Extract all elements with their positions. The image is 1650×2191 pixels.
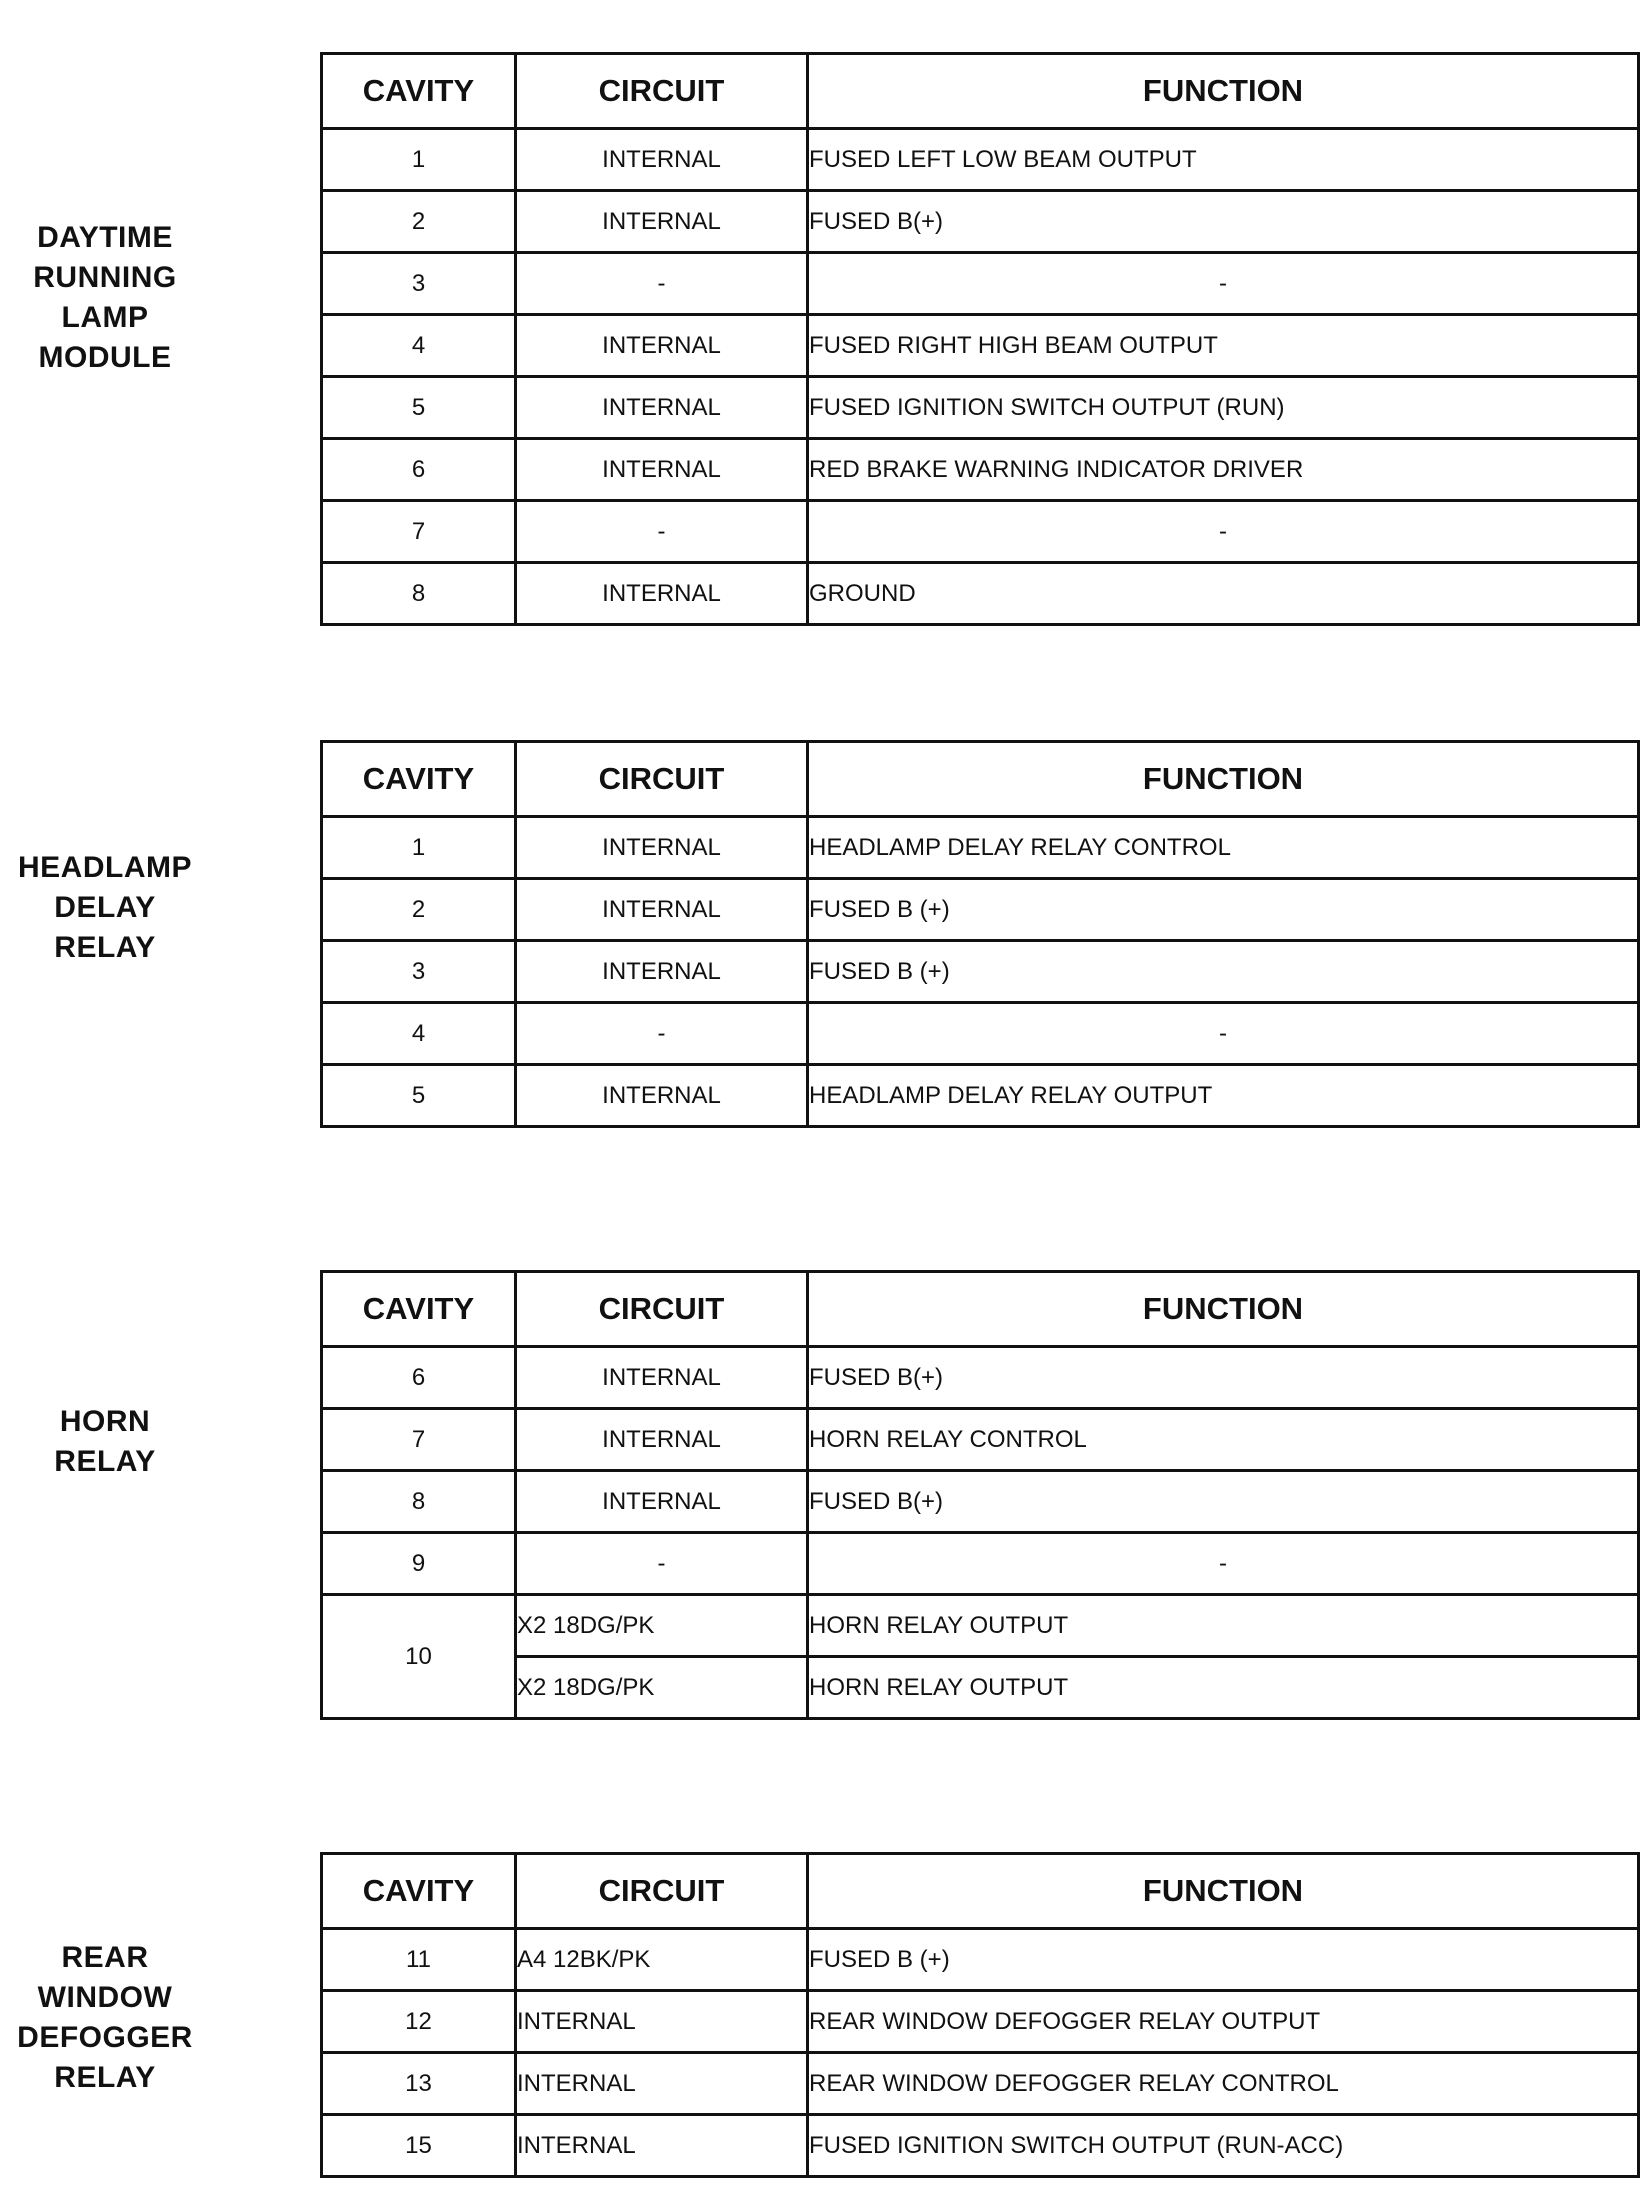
cavity-cell: 7 — [322, 1409, 516, 1471]
cavity-cell: 3 — [322, 941, 516, 1003]
label-line: RELAY — [54, 931, 156, 964]
cavity-table — [320, 1852, 1640, 2178]
circuit-cell: INTERNAL — [516, 439, 808, 501]
table-row — [322, 1347, 1639, 1409]
table-row — [322, 315, 1639, 377]
table-header-row — [322, 742, 1639, 817]
table-row — [322, 1533, 1639, 1595]
circuit-cell: INTERNAL — [516, 817, 808, 879]
circuit-cell: INTERNAL — [516, 191, 808, 253]
table-row — [322, 2053, 1639, 2115]
table-row — [322, 879, 1639, 941]
table-row — [322, 501, 1639, 563]
circuit-cell: - — [516, 253, 808, 315]
table-row — [322, 1003, 1639, 1065]
function-cell: FUSED B(+) — [808, 191, 1639, 253]
circuit-cell: INTERNAL — [516, 879, 808, 941]
function-cell: HEADLAMP DELAY RELAY CONTROL — [808, 817, 1639, 879]
section-label — [0, 848, 210, 968]
function-cell: FUSED IGNITION SWITCH OUTPUT (RUN) — [808, 377, 1639, 439]
circuit-cell: INTERNAL — [516, 941, 808, 1003]
circuit-cell: A4 12BK/PK — [516, 1929, 808, 1991]
header-function: FUNCTION — [808, 1272, 1639, 1347]
label-line: REAR — [61, 1941, 149, 1974]
cavity-cell: 4 — [322, 1003, 516, 1065]
section-label — [0, 218, 210, 378]
label-line: HORN — [59, 1405, 151, 1438]
cavity-cell: 11 — [322, 1929, 516, 1991]
label-line: DEFOGGER — [17, 2021, 193, 2054]
table-header-row — [322, 54, 1639, 129]
circuit-cell: INTERNAL — [516, 1347, 808, 1409]
cavity-cell: 9 — [322, 1533, 516, 1595]
cavity-cell: 2 — [322, 879, 516, 941]
section-label — [0, 1402, 210, 1482]
cavity-cell: 12 — [322, 1991, 516, 2053]
function-cell: HORN RELAY OUTPUT — [808, 1595, 1639, 1657]
function-cell: FUSED IGNITION SWITCH OUTPUT (RUN-ACC) — [808, 2115, 1639, 2177]
cavity-cell: 13 — [322, 2053, 516, 2115]
cavity-cell: 4 — [322, 315, 516, 377]
function-cell: FUSED B (+) — [808, 941, 1639, 1003]
label-line: RELAY — [54, 1445, 156, 1478]
cavity-cell: 6 — [322, 1347, 516, 1409]
header-cavity: CAVITY — [322, 1854, 516, 1929]
table-row — [322, 1657, 1639, 1719]
cavity-table — [320, 740, 1640, 1128]
circuit-cell: INTERNAL — [516, 1991, 808, 2053]
cavity-cell: 10 — [322, 1595, 516, 1719]
header-circuit: CIRCUIT — [516, 1854, 808, 1929]
table-row — [322, 439, 1639, 501]
circuit-cell: INTERNAL — [516, 2115, 808, 2177]
circuit-cell: INTERNAL — [516, 1471, 808, 1533]
cavity-cell: 8 — [322, 563, 516, 625]
function-cell: REAR WINDOW DEFOGGER RELAY OUTPUT — [808, 1991, 1639, 2053]
cavity-cell: 15 — [322, 2115, 516, 2177]
function-cell: HORN RELAY OUTPUT — [808, 1657, 1639, 1719]
circuit-cell: - — [516, 1003, 808, 1065]
header-function: FUNCTION — [808, 54, 1639, 129]
table-header-row — [322, 1272, 1639, 1347]
function-cell: RED BRAKE WARNING INDICATOR DRIVER — [808, 439, 1639, 501]
header-circuit: CIRCUIT — [516, 54, 808, 129]
table-row — [322, 129, 1639, 191]
label-line: WINDOW — [37, 1981, 173, 2014]
function-cell: FUSED LEFT LOW BEAM OUTPUT — [808, 129, 1639, 191]
table-row — [322, 1065, 1639, 1127]
cavity-cell: 1 — [322, 129, 516, 191]
function-cell: FUSED B(+) — [808, 1471, 1639, 1533]
function-cell: FUSED RIGHT HIGH BEAM OUTPUT — [808, 315, 1639, 377]
header-cavity: CAVITY — [322, 54, 516, 129]
table-row — [322, 377, 1639, 439]
function-cell: FUSED B (+) — [808, 1929, 1639, 1991]
table-row — [322, 1409, 1639, 1471]
table-row — [322, 1991, 1639, 2053]
function-cell: - — [808, 253, 1639, 315]
cavity-cell: 6 — [322, 439, 516, 501]
cavity-cell: 2 — [322, 191, 516, 253]
label-line: RELAY — [54, 2061, 156, 2094]
circuit-cell: X2 18DG/PK — [516, 1595, 808, 1657]
circuit-cell: INTERNAL — [516, 129, 808, 191]
circuit-cell: INTERNAL — [516, 315, 808, 377]
cavity-cell: 8 — [322, 1471, 516, 1533]
header-function: FUNCTION — [808, 742, 1639, 817]
header-cavity: CAVITY — [322, 742, 516, 817]
table-row — [322, 2115, 1639, 2177]
table-row — [322, 1471, 1639, 1533]
circuit-cell: INTERNAL — [516, 377, 808, 439]
table-row — [322, 1929, 1639, 1991]
label-line: HEADLAMP — [18, 851, 192, 884]
table-row — [322, 1595, 1639, 1657]
header-function: FUNCTION — [808, 1854, 1639, 1929]
circuit-cell: - — [516, 1533, 808, 1595]
function-cell: GROUND — [808, 563, 1639, 625]
function-cell: - — [808, 1003, 1639, 1065]
function-cell: FUSED B(+) — [808, 1347, 1639, 1409]
cavity-cell: 5 — [322, 1065, 516, 1127]
label-line: MODULE — [38, 341, 172, 374]
circuit-cell: - — [516, 501, 808, 563]
circuit-cell: INTERNAL — [516, 563, 808, 625]
label-line: LAMP — [61, 301, 149, 334]
function-cell: - — [808, 1533, 1639, 1595]
label-line: DAYTIME — [37, 221, 173, 254]
cavity-table — [320, 1270, 1640, 1720]
circuit-cell: X2 18DG/PK — [516, 1657, 808, 1719]
cavity-cell: 1 — [322, 817, 516, 879]
function-cell: FUSED B (+) — [808, 879, 1639, 941]
header-cavity: CAVITY — [322, 1272, 516, 1347]
cavity-cell: 5 — [322, 377, 516, 439]
cavity-table — [320, 52, 1640, 626]
label-line: DELAY — [54, 891, 156, 924]
table-row — [322, 253, 1639, 315]
table-row — [322, 817, 1639, 879]
label-line: RUNNING — [33, 261, 177, 294]
function-cell: HEADLAMP DELAY RELAY OUTPUT — [808, 1065, 1639, 1127]
table-row — [322, 191, 1639, 253]
header-circuit: CIRCUIT — [516, 1272, 808, 1347]
section-label — [0, 1938, 210, 2098]
header-circuit: CIRCUIT — [516, 742, 808, 817]
function-cell: - — [808, 501, 1639, 563]
circuit-cell: INTERNAL — [516, 2053, 808, 2115]
cavity-cell: 7 — [322, 501, 516, 563]
circuit-cell: INTERNAL — [516, 1409, 808, 1471]
table-header-row — [322, 1854, 1639, 1929]
function-cell: REAR WINDOW DEFOGGER RELAY CONTROL — [808, 2053, 1639, 2115]
table-row — [322, 563, 1639, 625]
circuit-cell: INTERNAL — [516, 1065, 808, 1127]
table-row — [322, 941, 1639, 1003]
function-cell: HORN RELAY CONTROL — [808, 1409, 1639, 1471]
cavity-cell: 3 — [322, 253, 516, 315]
